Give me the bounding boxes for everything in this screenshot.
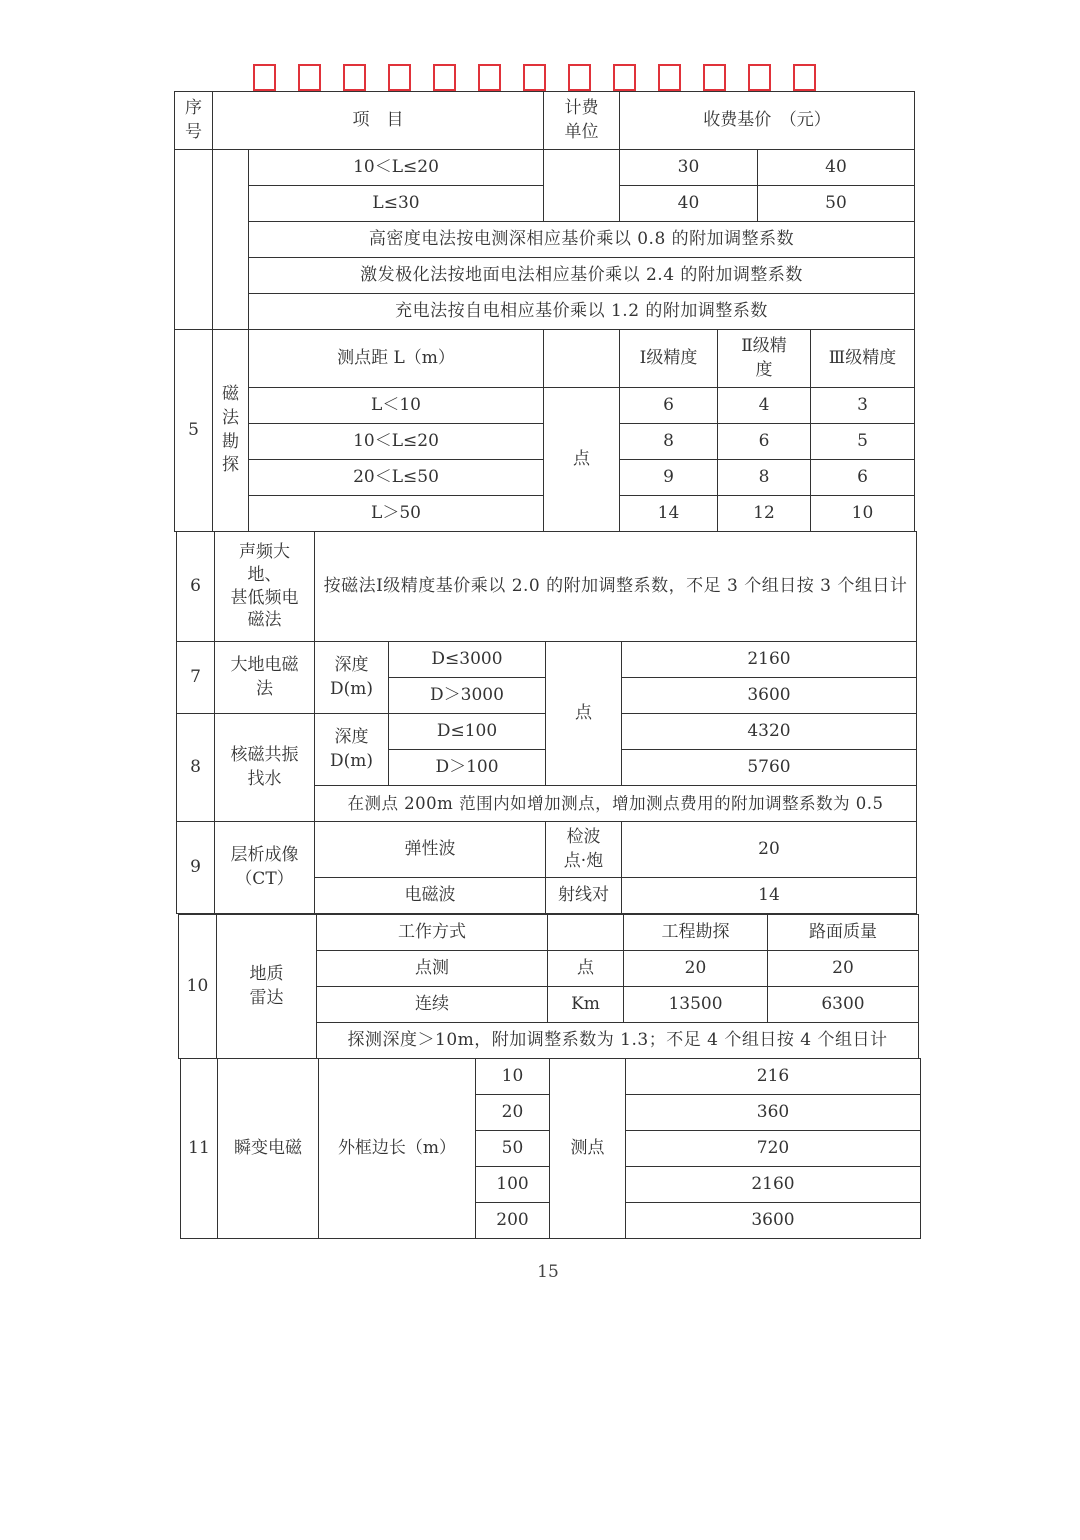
value-cell: 8: [718, 460, 811, 496]
unit-cell: Km: [548, 987, 624, 1023]
unit-cell: [544, 150, 620, 222]
value-cell: 3600: [626, 1203, 921, 1239]
stamp-box: [253, 64, 276, 91]
name-cell-blank: [213, 150, 249, 330]
range-cell: D≤100: [389, 714, 546, 750]
stamp-box: [568, 64, 591, 91]
table-row: [175, 388, 915, 424]
note-cell: 探测深度＞10m，附加调整系数为 1.3；不足 4 个组日按 4 个组日计: [317, 1023, 919, 1059]
value-cell: 3600: [622, 678, 917, 714]
table-row: [177, 822, 917, 878]
value-cell: 20: [768, 951, 919, 987]
name-cell: 核磁共振 找水: [215, 714, 315, 822]
table-row: [177, 642, 917, 678]
fee-table-part2: [176, 531, 917, 914]
page-number: 15: [537, 1262, 559, 1282]
range-cell: L≤30: [249, 186, 544, 222]
value-cell: 40: [758, 150, 915, 186]
col-header-engineering: 工程勘探: [624, 915, 768, 951]
table-row: [181, 1059, 921, 1095]
col-header-road: 路面质量: [768, 915, 919, 951]
value-cell: 5: [811, 424, 915, 460]
unit-cell-blank: [544, 330, 620, 388]
table-row: [179, 915, 919, 951]
grade2-header: Ⅱ级精 度: [718, 330, 811, 388]
table-header-row: [175, 92, 915, 150]
value-cell: 20: [624, 951, 768, 987]
value-cell: 9: [620, 460, 718, 496]
stamp-box: [433, 64, 456, 91]
no-cell: 5: [175, 330, 213, 532]
note-cell: 激发极化法按地面电法相应基价乘以 2.4 的附加调整系数: [249, 258, 915, 294]
range-cell: 10＜L≤20: [249, 150, 544, 186]
grade3-header: Ⅲ级精度: [811, 330, 915, 388]
table-row: [175, 258, 915, 294]
value-cell: 30: [620, 150, 758, 186]
name-cell: 地质 雷达: [217, 915, 317, 1059]
stamp-box: [343, 64, 366, 91]
mode-header: 工作方式: [317, 915, 548, 951]
stamp-box: [748, 64, 771, 91]
unit-cell: 检波 点·炮: [546, 822, 622, 878]
length-cell: 20: [476, 1095, 550, 1131]
name-cell: 大地电磁 法: [215, 642, 315, 714]
range-cell: D＞100: [389, 750, 546, 786]
range-cell: 10＜L≤20: [249, 424, 544, 460]
stamp-box: [703, 64, 726, 91]
mode-cell: 连续: [317, 987, 548, 1023]
dist-header-cell: 测点距 L（m）: [249, 330, 544, 388]
value-cell: 6300: [768, 987, 919, 1023]
range-cell: D＞3000: [389, 678, 546, 714]
header-price: 收费基价 （元）: [620, 92, 915, 150]
no-cell: 8: [177, 714, 215, 822]
name-cell: 瞬变电磁: [218, 1059, 319, 1239]
frame-cell: 外框边长（m）: [319, 1059, 476, 1239]
name-cell: 磁 法 勘 探: [213, 330, 249, 532]
stamp-box: [388, 64, 411, 91]
length-cell: 200: [476, 1203, 550, 1239]
name-cell: 层析成像 （CT）: [215, 822, 315, 914]
stamp-box: [478, 64, 501, 91]
value-cell: 12: [718, 496, 811, 532]
header-unit: 计费 单位: [544, 92, 620, 150]
value-cell: 5760: [622, 750, 917, 786]
mode-cell: 点测: [317, 951, 548, 987]
no-cell: 11: [181, 1059, 218, 1239]
value-cell: 2160: [622, 642, 917, 678]
fee-table-part4: [180, 1058, 921, 1239]
value-cell: 216: [626, 1059, 921, 1095]
fee-table-part3: [178, 914, 919, 1059]
note-cell: 按磁法Ⅰ级精度基价乘以 2.0 的附加调整系数，不足 3 个组日按 3 个组日计: [315, 532, 917, 642]
range-cell: 20＜L≤50: [249, 460, 544, 496]
value-cell: 14: [620, 496, 718, 532]
method-cell: 弹性波: [315, 822, 546, 878]
no-cell: 7: [177, 642, 215, 714]
no-cell-blank: [175, 150, 213, 330]
length-cell: 50: [476, 1131, 550, 1167]
stamp-box: [523, 64, 546, 91]
table-row: [175, 150, 915, 186]
range-cell: L＜10: [249, 388, 544, 424]
no-cell: 9: [177, 822, 215, 914]
value-cell: 2160: [626, 1167, 921, 1203]
table-row: [175, 330, 915, 388]
value-cell: 13500: [624, 987, 768, 1023]
no-cell: 10: [179, 915, 217, 1059]
no-cell: 6: [177, 532, 215, 642]
value-cell: 720: [626, 1131, 921, 1167]
range-cell: L＞50: [249, 496, 544, 532]
table-row: [175, 222, 915, 258]
unit-cell: 点: [546, 642, 622, 786]
value-cell: 40: [620, 186, 758, 222]
unit-cell: 射线对: [546, 878, 622, 914]
range-cell: D≤3000: [389, 642, 546, 678]
value-cell: 10: [811, 496, 915, 532]
stamp-box: [658, 64, 681, 91]
unit-cell: 测点: [550, 1059, 626, 1239]
header-item: 项 目: [213, 92, 544, 150]
stamp-box: [613, 64, 636, 91]
value-cell: 360: [626, 1095, 921, 1131]
value-cell: 4320: [622, 714, 917, 750]
value-cell: 50: [758, 186, 915, 222]
grade1-header: Ⅰ级精度: [620, 330, 718, 388]
table-row: [177, 532, 917, 642]
table-row: [175, 294, 915, 330]
unit-cell-blank: [548, 915, 624, 951]
fee-table-part1: [174, 91, 915, 532]
value-cell: 20: [622, 822, 917, 878]
unit-cell: 点: [548, 951, 624, 987]
value-cell: 4: [718, 388, 811, 424]
note-cell: 充电法按自电相应基价乘以 1.2 的附加调整系数: [249, 294, 915, 330]
header-no: 序 号: [175, 92, 213, 150]
length-cell: 100: [476, 1167, 550, 1203]
depth-cell: 深度 D(m): [315, 714, 389, 786]
value-cell: 6: [718, 424, 811, 460]
depth-cell: 深度 D(m): [315, 642, 389, 714]
length-cell: 10: [476, 1059, 550, 1095]
unit-cell: 点: [544, 388, 620, 532]
value-cell: 3: [811, 388, 915, 424]
method-cell: 电磁波: [315, 878, 546, 914]
stamp-box: [793, 64, 816, 91]
note-cell: 高密度电法按电测深相应基价乘以 0.8 的附加调整系数: [249, 222, 915, 258]
value-cell: 8: [620, 424, 718, 460]
stamp-box: [298, 64, 321, 91]
value-cell: 14: [622, 878, 917, 914]
note-cell: 在测点 200m 范围内如增加测点，增加测点费用的附加调整系数为 0.5: [315, 786, 917, 822]
value-cell: 6: [620, 388, 718, 424]
value-cell: 6: [811, 460, 915, 496]
name-cell: 声频大 地、 甚低频电 磁法: [215, 532, 315, 642]
